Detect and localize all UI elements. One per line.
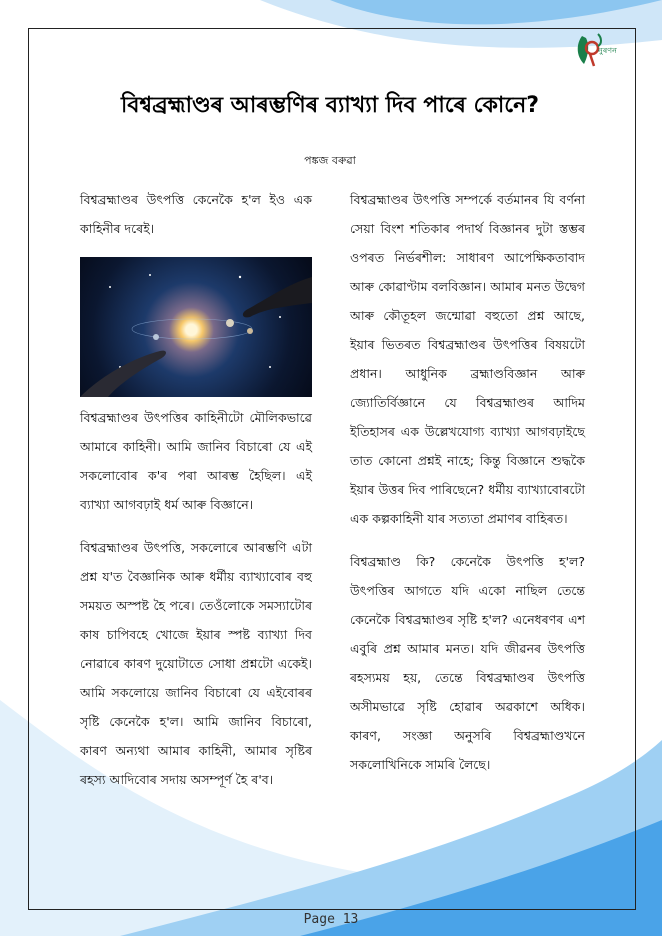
- logo-text: নুৰণন: [598, 46, 617, 55]
- left-paragraph-3: বিশ্বব্ৰহ্মাণ্ডৰ উৎপত্তি, সকলোৰে আৰম্ভণি এটা প্ৰশ্ন য'ত বৈজ্ঞানিক আৰু ধৰ্মীয় ব্যাখ্যাবোৰ বহু সময়ত অস্পষ্ট হৈ পৰে। তেওঁলোকে সমস্যাটোৰ কাষ চাপিবহে খোজে ইয়াৰ স্পষ্ট ব্যাখ্যা দিব নোৱাৰে কাৰণ দুয়োটাতে সোধা প্ৰশ্নটো একেই। আমি সকলোয়ে জানিব বিচাৰো যে এইবোৰৰ সৃষ্টি কেনেকৈ হ'ল। আমি জানিব বিচাৰো, কাৰণ অন্যথা আমাৰ কাহিনী, আমাৰ সৃষ্টিৰ ৰহস্য আদিবোৰ সদায় অসম্পূৰ্ণ হৈ ৰ'ব।: [80, 540, 312, 787]
- left-column: [80, 185, 312, 808]
- right-paragraph-2: বিশ্বব্ৰহ্মাণ্ড কি? কেনেকৈ উৎপত্তি হ'ল? উৎপত্তিৰ আগতে যদি একো নাছিল তেন্তে কেনেকৈ বিশ্বব্ৰহ্মাণ্ডৰ সৃষ্টি হ'ল? এনেধৰণৰ এশ এবুৰি প্ৰশ্ন আমাৰ মনত। যদি জীৱনৰ উৎপত্তি ৰহস্যময় হয়, তেন্তে বিশ্বব্ৰহ্মাণ্ডৰ উৎপত্তি অসীমভাৱে সৃষ্টি হোৱাৰ অৱকাশে অধিক। কাৰণ, সংজ্ঞা অনুসৰি বিশ্বব্ৰহ্মাণ্ডখনে সকলোখিনিকে সামৰি লৈছে।: [350, 554, 585, 772]
- left-paragraph-1: বিশ্বব্ৰহ্মাণ্ডৰ উৎপত্তি কেনেকৈ হ'ল ইও এক কাহিনীৰ দৰেই।: [80, 192, 312, 236]
- left-paragraph-2: বিশ্বব্ৰহ্মাণ্ডৰ উৎপত্তিৰ কাহিনীটো মৌলিকভাৱে আমাৰে কাহিনী। আমি জানিব বিচাৰো যে এই সকলোবোৰ ক'ৰ পৰা আৰম্ভ হৈছিল। এই ব্যাখ্যা আগবঢ়াই ধৰ্ম আৰু বিজ্ঞানে।: [80, 410, 312, 512]
- right-column: [350, 185, 585, 793]
- article-author: পঙ্কজ বৰুৱা: [304, 154, 356, 167]
- article-title: বিশ্বব্ৰহ্মাণ্ডৰ আৰম্ভণিৰ ব্যাখ্যা দিব পাৰে কোনে?: [120, 93, 540, 118]
- page-number: Page 13: [303, 912, 359, 927]
- right-paragraph-1: বিশ্বব্ৰহ্মাণ্ডৰ উৎপত্তি সম্পৰ্কে বৰ্তমানৰ যি বৰ্ণনা সেয়া বিংশ শতিকাৰ পদাৰ্থ বিজ্ঞানৰ দুটা স্তম্ভৰ ওপৰত নিৰ্ভৰশীল: সাধাৰণ আপেক্ষিকতাবাদ আৰু কোৱাণ্টাম বলবিজ্ঞান। আমাৰ মনত উদ্বেগ আৰু কৌতূহল জন্মোৱা বহুতো প্ৰশ্ন আছে, ইয়াৰ ভিতৰত বিশ্বব্ৰহ্মাণ্ডৰ উৎপত্তিৰ বিষয়টো প্ৰধান। আধুনিক ব্ৰহ্মাণ্ডবিজ্ঞান আৰু জ্যোতিৰ্বিজ্ঞানে যে বিশ্বব্ৰহ্মাণ্ডৰ আদিম ইতিহাসৰ এক উল্লেখযোগ্য ব্যাখ্যা আগবঢ়াইছে তাত কোনো প্ৰশ্নই নাহে; কিন্তু বিজ্ঞানে শুদ্ধকৈ ইয়াৰ উত্তৰ দিব পাৰিছেনে? ধৰ্মীয় ব্যাখ্যাবোৰটো এক কল্পকাহিনী যাৰ সত্যতা প্ৰমাণৰ বাহিৰত।: [350, 192, 585, 526]
- galaxy-hands-image: [80, 257, 312, 397]
